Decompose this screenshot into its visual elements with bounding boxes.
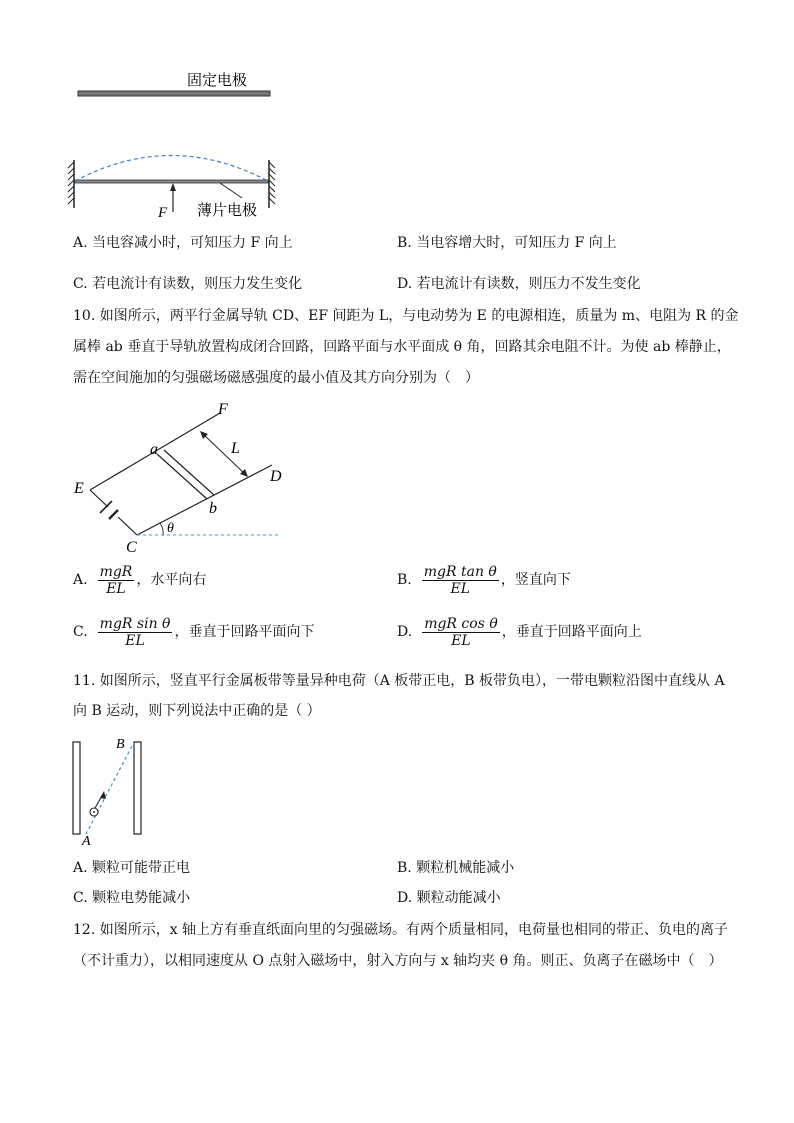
- fixed-electrode-label: 固定电极: [187, 73, 248, 89]
- q9-option-d: D. 若电流计有读数，则压力不发生变化: [397, 276, 641, 292]
- parallel-plates-figure: [60, 732, 170, 847]
- label-a: a: [150, 441, 158, 458]
- q10-option-c: C. $\frac{\text{mgR sin θ}}{EL}$ ，垂直于回路平面向下: [73, 615, 315, 649]
- q11-option-a: A. 颗粒可能带正电: [73, 860, 191, 876]
- label-d: D: [270, 468, 282, 485]
- trajectory-line: [86, 744, 133, 834]
- theta-arc: [160, 523, 163, 535]
- fixed-electrode: [78, 91, 270, 96]
- q10-option-d: D. $\frac{\text{mgR cos θ}}{EL}$ ，垂直于回路平面向上: [397, 615, 642, 649]
- thin-plate-label: 薄片电极: [197, 203, 258, 219]
- q10-option-a: A. $\frac{\text{mgR}}{EL}$ ，水平向右: [73, 563, 207, 597]
- label-f: F: [218, 401, 228, 418]
- label-a-point: A: [82, 834, 91, 849]
- capacitor-pressure-figure: [60, 60, 300, 225]
- q9-option-c: C. 若电流计有读数，则压力发生变化: [73, 276, 303, 292]
- q10-stem-line2: 属棒 ab 垂直于导轨放置构成闭合回路，回路平面与水平面成 θ 角，回路其余电阻不计。为使 ab 棒静止，: [73, 339, 731, 355]
- q11-stem-line2: 向 B 运动，则下列说法中正确的是（ ）: [73, 703, 321, 719]
- q10-stem-line3: 需在空间施加的匀强磁场磁感强度的最小值及其方向分别为（ ）: [73, 370, 479, 386]
- deformed-plate-dashed-curve: [75, 156, 268, 182]
- q12-stem-line2: （不计重力），以相同速度从 O 点射入磁场中，射入方向与 x 轴均夹 θ 角。则正、负离子在磁场中（ ）: [73, 953, 723, 969]
- battery-plate-long: [100, 501, 112, 513]
- q9-option-b: B. 当电容增大时，可知压力 F 向上: [397, 235, 617, 251]
- label-theta: θ: [167, 521, 174, 536]
- q12-stem-line1: 12. 如图所示，x 轴上方有垂直纸面向里的匀强磁场。有两个质量相同，电荷量也相同的带正、负电的离子: [73, 922, 729, 938]
- plate-b: [134, 742, 141, 834]
- label-e: E: [74, 480, 84, 497]
- rod-ab: [157, 454, 207, 499]
- q11-option-d: D. 颗粒动能减小: [397, 890, 501, 906]
- q10-stem-line1: 10. 如图所示，两平行金属导轨 CD、EF 间距为 L，与电动势为 E 的电源相连，质量为 m、电阻为 R 的金: [73, 308, 739, 324]
- q11-option-b: B. 颗粒机械能减小: [397, 860, 515, 876]
- label-b-point: B: [116, 737, 125, 752]
- label-c: C: [126, 539, 137, 556]
- q11-stem-line1: 11. 如图所示，竖直平行金属板带等量异种电荷（A 板带正电，B 板带负电），一带电颗粒沿图中直线从 A: [73, 673, 725, 689]
- force-label: F: [158, 205, 168, 221]
- label-b: b: [209, 500, 217, 517]
- plate-a: [73, 742, 80, 834]
- q11-option-c: C. 颗粒电势能减小: [73, 890, 191, 906]
- label-l: L: [231, 440, 240, 457]
- leader-line: [220, 183, 242, 198]
- rail-rod-figure: [60, 395, 300, 555]
- battery-plate-short: [109, 510, 118, 519]
- thin-plate-electrode: [75, 180, 268, 183]
- q10-option-b: B. $\frac{\text{mgR tan θ}}{EL}$ ，竖直向下: [397, 563, 571, 597]
- rail-cd: [137, 465, 272, 535]
- q9-option-a: A. 当电容减小时，可知压力 F 向上: [73, 235, 293, 251]
